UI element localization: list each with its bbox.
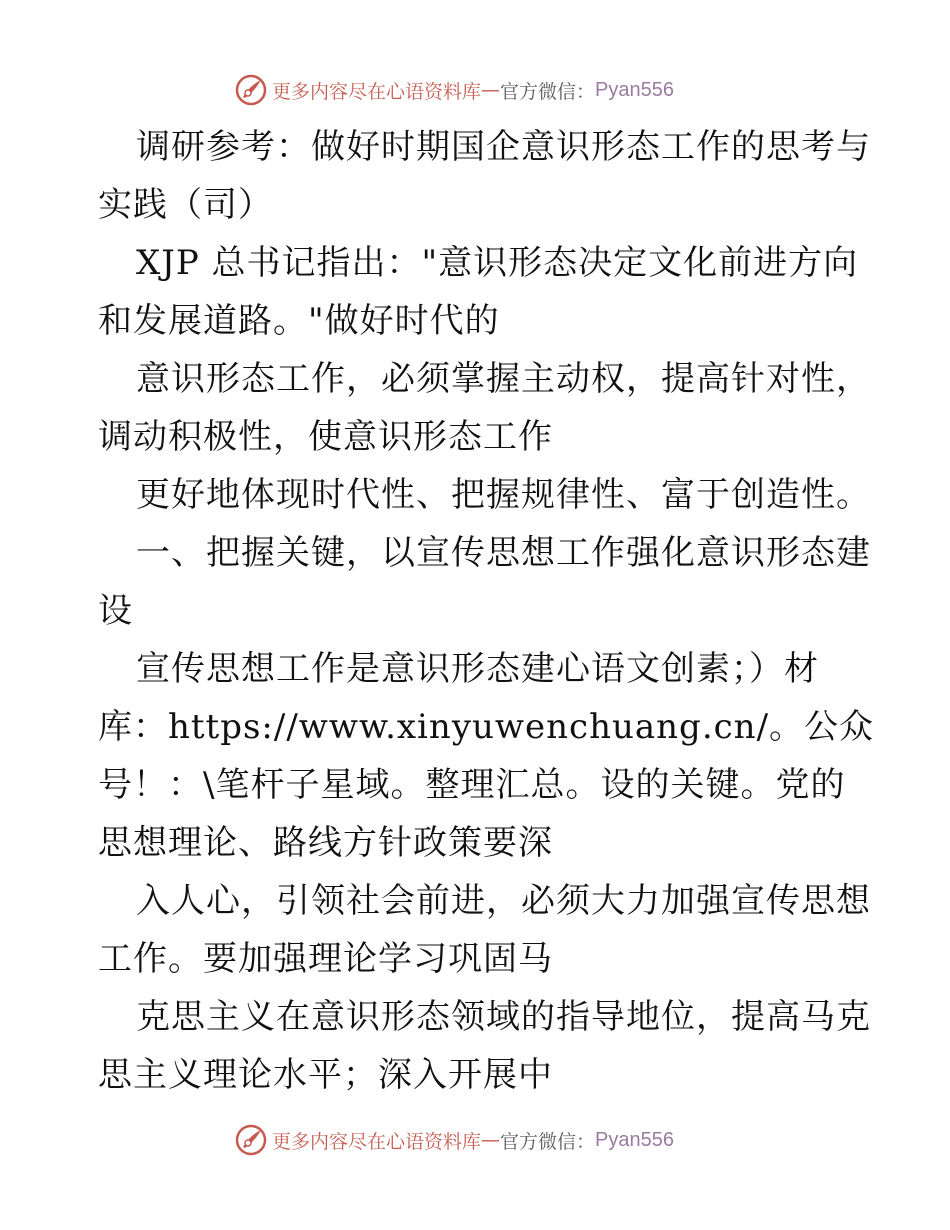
watermark-site-text: 更多内容尽在心语资料库 xyxy=(272,1130,482,1153)
url-line: 库：https://www.xinyuwenchuang.cn/。公众 xyxy=(98,707,875,747)
watermark-wechat-id: Pyan556 xyxy=(595,1128,674,1151)
header-watermark xyxy=(234,70,674,110)
paragraph-line: 工作。要加强理论学习巩固马 xyxy=(98,939,553,979)
paragraph-line: 入人心，引领社会前进，必须大力加强宣传思想 xyxy=(136,881,871,921)
watermark-separator: — xyxy=(481,79,501,101)
footer-watermark xyxy=(234,1120,674,1160)
paragraph-line: 宣传思想工作是意识形态建心语文创素；）材 xyxy=(136,649,819,689)
paragraph-line: 思主义理论水平；深入开展中 xyxy=(98,1055,553,1095)
paragraph-line: 意识形态工作，必须掌握主动权，提高针对性， xyxy=(136,359,871,399)
quill-logo-icon xyxy=(234,1123,268,1157)
watermark-site-text: 更多内容尽在心语资料库 xyxy=(272,80,482,103)
paragraph-line: 思想理论、路线方针政策要深 xyxy=(98,823,553,863)
title-line-1: 调研参考：做好时期国企意识形态工作的思考与 xyxy=(136,127,871,167)
paragraph-line: 更好地体现时代性、把握规律性、富于创造性。 xyxy=(136,475,871,515)
watermark-label: 官方微信： xyxy=(500,1130,596,1153)
watermark-label: 官方微信： xyxy=(500,80,596,103)
paragraph-line: 克思主义在意识形态领域的指导地位，提高马克 xyxy=(136,997,871,1037)
document-body xyxy=(98,118,875,1104)
paragraph-line: 调动积极性，使意识形态工作 xyxy=(98,417,553,457)
paragraph-line: 号！：\笔杆子星域。整理汇总。设的关键。党的 xyxy=(98,765,846,805)
paragraph-line: 和发展道路。"做好时代的 xyxy=(98,301,500,341)
paragraph-line: XJP 总书记指出："意识形态决定文化前进方向 xyxy=(136,243,859,283)
watermark-wechat-id: Pyan556 xyxy=(595,78,674,101)
section-heading-line: 一、把握关键，以宣传思想工作强化意识形态建 xyxy=(136,533,871,573)
watermark-separator: — xyxy=(481,1129,501,1151)
section-heading-line: 设 xyxy=(98,591,133,631)
title-line-2: 实践（司） xyxy=(98,185,273,225)
quill-logo-icon xyxy=(234,73,268,107)
